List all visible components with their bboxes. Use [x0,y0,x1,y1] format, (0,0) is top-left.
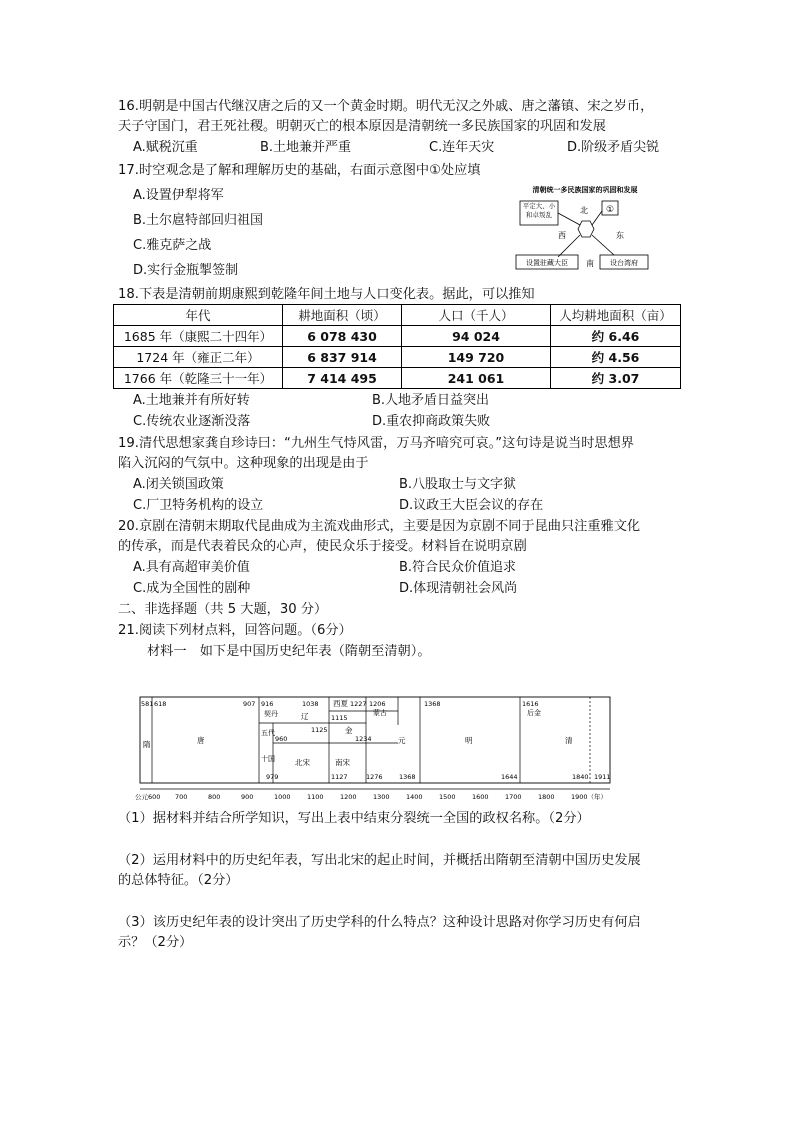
dynasty-label: 隋 [143,740,151,749]
q21-sub3-line2: 示？（2分） [118,935,193,950]
axis-label: 1200 [340,793,357,801]
year-label: 1234 [355,735,372,743]
q19-stem-line1: 19.清代思想家龚自珍诗曰：“九州生气恃风雷，万马齐喑究可哀。”这句诗是说当时思想界 [118,436,634,451]
q17-option-a: A.设置伊犁将军 [133,188,224,203]
q17-diagram-title: 清朝统一多民族国家的巩固和发展 [532,186,638,194]
q18-option-a: A.土地兼并有所好转 [133,393,250,408]
year-label: 1038 [302,700,319,708]
q17-box-top-left: 平定大、小和卓叛乱 [522,202,556,219]
table-cell: 1766 年（乾隆三十一年） [114,368,283,389]
q16-option-d: D.阶级矛盾尖锐 [567,140,660,155]
q18-stem: 18.下表是清朝前期康熙到乾隆年间土地与人口变化表。据此，可以推知 [118,287,535,302]
dynasty-label: 唐 [197,736,205,745]
q19-option-b: B.八股取士与文字狱 [399,477,517,492]
table-cell: 241 061 [402,368,551,389]
table-cell: 149 720 [402,347,551,368]
table-cell: 6 837 914 [283,347,402,368]
compass-east: 东 [616,231,624,240]
dynasty-label: 北宋 [295,758,310,767]
axis-label: 1400 [406,793,423,801]
q20-option-a: A.具有高超审美价值 [133,560,250,575]
dynasty-label: 蒙古 [373,709,387,717]
dynasty-label: 后金 [527,709,541,717]
q17-option-b: B.土尔扈特部回归祖国 [133,213,264,228]
year-label: 1644 [501,773,518,781]
q18-option-d: D.重农抑商政策失败 [372,414,491,429]
compass-south: 南 [586,259,594,268]
dynasty-label: 元 [398,736,406,745]
year-label: 1125 [311,726,328,734]
axis-label: 1300 [373,793,390,801]
table-cell: 6 078 430 [283,326,402,347]
q20-option-b: B.符合民众价值追求 [399,560,517,575]
q16-option-b: B.土地兼并严重 [260,140,352,155]
q19-option-c: C.厂卫特务机构的设立 [133,498,264,513]
q17-stem: 17.时空观念是了解和理解历史的基础，右面示意图中①处应填 [118,163,481,178]
table-header: 年代 [114,305,283,326]
q17-box-bottom-left: 设置驻藏大臣 [526,259,568,267]
table-cell: 约 3.07 [551,368,681,389]
year-label: 1115 [331,714,348,722]
axis-label: 1600 [472,793,489,801]
table-row [114,368,681,389]
q17-box-bottom-right: 设台湾府 [610,259,638,267]
dynasty-label: 契丹 [264,710,278,718]
q19-stem-line2: 陷入沉闷的气氛中。这种现象的出现是由于 [118,456,369,471]
year-label: 979 [266,773,279,781]
compass-north: 北 [580,206,588,215]
year-label: 618 [154,700,167,708]
dynasty-label: 南宋 [335,758,350,767]
q16-stem-line1: 16.明朝是中国古代继汉唐之后的又一个黄金时期。明代无汉之外戚、唐之藩镇、宋之岁币， [118,99,654,114]
dynasty-label: 五代 [261,729,275,737]
q21-material: 材料一 如下是中国历史纪年表（隋朝至清朝）。 [147,644,431,659]
table-cell: 94 024 [402,326,551,347]
dynasty-label: 清 [565,736,573,745]
table-cell: 7 414 495 [283,368,402,389]
dynasty-label: 辽 [301,712,309,721]
q17-option-d: D.实行金瓶掣签制 [133,263,239,278]
axis-label: 公元600 [135,793,161,801]
axis-label: 1700 [505,793,522,801]
q18-option-c: C.传统农业逐渐没落 [133,414,251,429]
q19-option-d: D.议政王大臣会议的存在 [399,498,544,513]
year-label: 1840 [572,773,589,781]
table-row [114,347,681,368]
year-label: 1206 [369,700,386,708]
table-cell: 1724 年（雍正二年） [114,347,283,368]
section-heading: 二、非选择题（共 5 大题，30 分） [118,602,328,617]
q19-option-a: A.闭关锁国政策 [133,477,224,492]
q20-option-d: D.体现清朝社会风尚 [399,581,518,596]
axis-label: 700 [175,793,188,801]
dynasty-label: 金 [345,726,353,735]
q17-option-c: C.雅克萨之战 [133,238,212,253]
axis-label: 1900（年） [571,793,608,801]
year-label: 960 [275,735,288,743]
q21-sub1: （1）据材料并结合所学知识，写出上表中结束分裂统一全国的政权名称。（2分） [118,811,590,826]
q21-sub2-line1: （2）运用材料中的历史纪年表，写出北宋的起止时间，并概括出隋朝至清朝中国历史发展 [118,853,641,868]
q17-diagram [510,183,660,275]
axis-label: 800 [208,793,221,801]
q16-option-a: A.赋税沉重 [133,140,198,155]
year-label: 1276 [366,773,383,781]
table-cell: 约 6.46 [551,326,681,347]
axis-label: 900 [241,793,254,801]
q21-sub3-line1: （3）该历史纪年表的设计突出了历史学科的什么特点？这种设计思路对你学习历史有何启 [118,915,641,930]
q20-stem-line1: 20.京剧在清朝末期取代昆曲成为主流戏曲形式，主要是因为京剧不同于昆曲只注重雅文化 [118,519,641,534]
year-label: 1616 [522,700,539,708]
year-label: 1227 [350,700,367,708]
q17-marker: ① [605,205,615,215]
year-label: 916 [261,700,274,708]
compass-west: 西 [558,231,566,240]
q16-option-c: C.连年天灾 [429,140,495,155]
q20-option-c: C.成为全国性的剧种 [133,581,251,596]
axis-label: 1000 [274,793,291,801]
table-cell: 约 4.56 [551,347,681,368]
q18-table [113,304,681,389]
timeline-chart [135,695,615,805]
axis-label: 1100 [307,793,324,801]
year-label: 1368 [399,773,416,781]
table-header-row [114,305,681,326]
dynasty-label: 西夏 [333,699,348,708]
axis-label: 1800 [538,793,555,801]
q21-sub2-line2: 的总体特征。（2分） [118,873,239,888]
year-label: 1127 [331,773,348,781]
table-cell: 1685 年（康熙二十四年） [114,326,283,347]
q16-stem-line2: 天子守国门，君王死社稷。明朝灭亡的根本原因是清朝统一多民族国家的巩固和发展 [118,119,606,134]
dynasty-label: 十国 [261,755,275,763]
year-label: 907 [243,700,256,708]
dynasty-label: 明 [465,736,473,745]
q18-option-b: B.人地矛盾日益突出 [372,393,490,408]
q20-stem-line2: 的传承，而是代表着民众的心声，使民众乐于接受。材料旨在说明京剧 [118,539,527,554]
year-label: 1368 [424,700,441,708]
table-header: 人均耕地面积（亩） [551,305,681,326]
year-label: 581 [141,700,154,708]
q21-stem: 21.阅读下列材点料，回答问题。（6分） [118,623,352,638]
axis-label: 1500 [439,793,456,801]
table-row [114,326,681,347]
year-label: 1911 [594,773,611,781]
table-header: 人口（千人） [402,305,551,326]
table-header: 耕地面积（顷） [283,305,402,326]
